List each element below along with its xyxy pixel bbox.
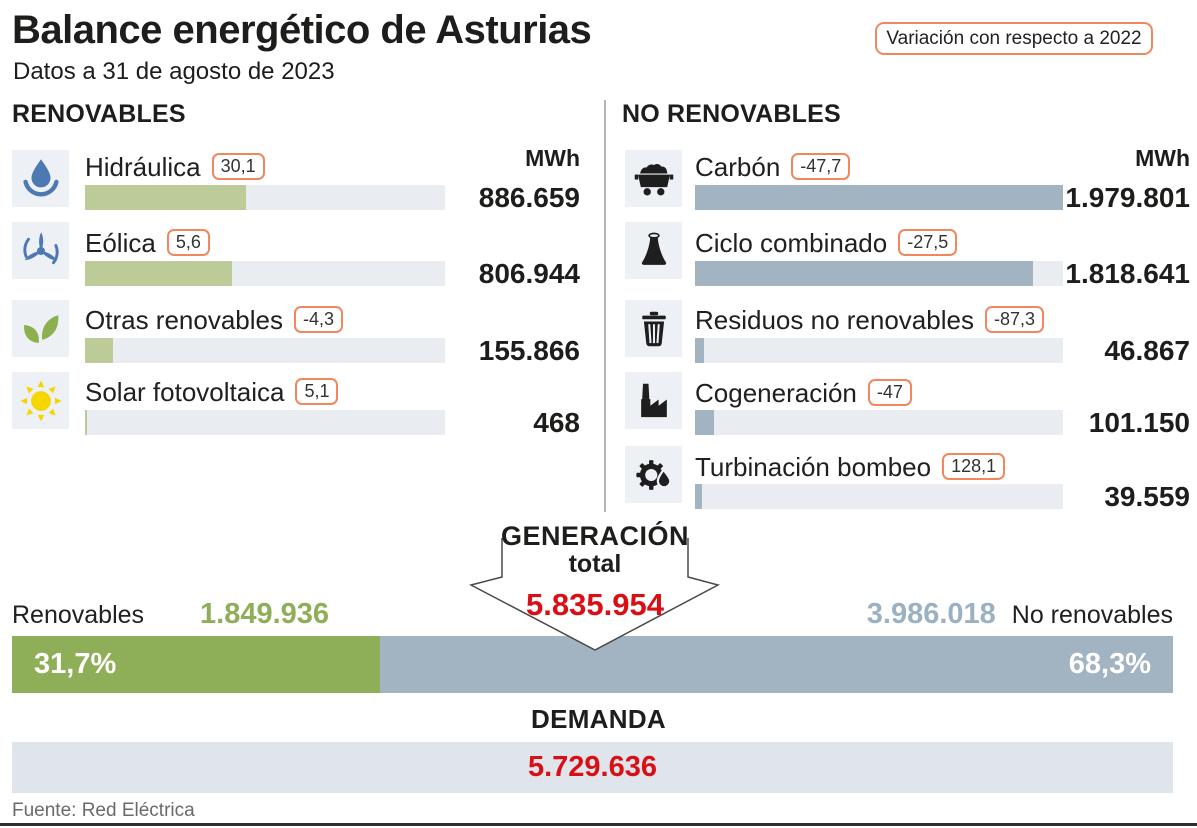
source-note: Fuente: Red Eléctrica bbox=[12, 800, 195, 821]
demand-value: 5.729.636 bbox=[527, 751, 657, 783]
unit-label-left: MWh bbox=[525, 145, 580, 171]
variation-note-text: Variación con respecto a 2022 bbox=[886, 27, 1142, 49]
energy-row-label-line bbox=[85, 377, 338, 407]
leaves-icon bbox=[12, 300, 69, 357]
generation-total-value: 5.835.954 bbox=[526, 587, 664, 622]
energy-source-label: Cogeneración bbox=[695, 377, 857, 408]
energy-row-label-line bbox=[695, 305, 1044, 335]
bar-fill bbox=[695, 261, 1033, 286]
energy-source-label: Solar fotovoltaica bbox=[85, 376, 285, 407]
variation-badge: -27,5 bbox=[898, 229, 957, 256]
energy-source-label: Turbinación bombeo bbox=[695, 451, 932, 482]
energy-row-label-line bbox=[85, 152, 265, 182]
energy-source-label: Otras renovables bbox=[85, 304, 283, 335]
variation-badge: -4,3 bbox=[294, 306, 343, 333]
trash-icon bbox=[625, 300, 682, 357]
unit-label-right: MWh bbox=[1135, 145, 1190, 171]
energy-row-label-line bbox=[85, 228, 210, 258]
energy-source-label: Carbón bbox=[695, 151, 781, 182]
energy-value: 1.979.801 bbox=[1065, 182, 1190, 213]
cooling-tower-icon bbox=[625, 222, 682, 279]
bar-track bbox=[695, 484, 1063, 509]
bar-track bbox=[85, 410, 445, 435]
bar-fill bbox=[695, 338, 704, 363]
bar-fill bbox=[85, 185, 246, 210]
page-title: Balance energético de Asturias bbox=[12, 8, 592, 52]
bar-fill bbox=[695, 410, 714, 435]
bar-fill bbox=[695, 484, 702, 509]
energy-value: 101.150 bbox=[1088, 407, 1190, 438]
totals-left-label: Renovables bbox=[12, 601, 145, 629]
demand-bar bbox=[12, 742, 1173, 793]
bar-track bbox=[85, 261, 445, 286]
energy-source-label: Hidráulica bbox=[85, 151, 201, 182]
page-subtitle: Datos a 31 de agosto de 2023 bbox=[13, 58, 335, 85]
variation-badge: -47,7 bbox=[791, 153, 850, 180]
energy-value: 155.866 bbox=[478, 335, 580, 366]
totals-left-group bbox=[12, 598, 329, 631]
energy-source-label: Residuos no renovables bbox=[695, 304, 974, 335]
energy-value: 806.944 bbox=[478, 258, 580, 289]
variation-badge: 5,1 bbox=[295, 378, 338, 405]
energy-row-label-line bbox=[695, 152, 850, 182]
energy-row-label-line bbox=[695, 378, 912, 408]
coal-cart-icon bbox=[625, 150, 682, 207]
bar-track bbox=[695, 261, 1063, 286]
totals-right-group bbox=[867, 598, 1173, 631]
bar-fill bbox=[695, 185, 1063, 210]
variation-note-badge bbox=[875, 22, 1153, 55]
totals-right-value: 3.986.018 bbox=[866, 598, 996, 630]
section-header-renovables: RENOVABLES bbox=[12, 100, 186, 128]
bar-fill bbox=[85, 338, 113, 363]
energy-value: 39.559 bbox=[1104, 481, 1190, 512]
variation-badge: -87,3 bbox=[985, 306, 1044, 333]
gear-drop-icon bbox=[625, 446, 682, 503]
generation-title: GENERACIÓN bbox=[500, 521, 689, 551]
factory-icon bbox=[625, 372, 682, 429]
energy-value: 46.867 bbox=[1104, 335, 1190, 366]
generation-subtitle: total bbox=[568, 550, 622, 578]
variation-badge: -47 bbox=[868, 379, 912, 406]
energy-value: 1.818.641 bbox=[1065, 258, 1190, 289]
water-drop-icon bbox=[12, 150, 69, 207]
share-pct-no-renewables: 68,3% bbox=[1068, 648, 1151, 680]
variation-badge: 5,6 bbox=[167, 229, 210, 256]
demand-title: DEMANDA bbox=[531, 704, 666, 734]
energy-row-label-line bbox=[695, 228, 957, 258]
energy-value: 886.659 bbox=[478, 182, 580, 213]
energy-source-label: Ciclo combinado bbox=[695, 227, 888, 258]
energy-value: 468 bbox=[533, 407, 580, 438]
bottom-rule bbox=[0, 823, 1197, 826]
variation-badge: 30,1 bbox=[212, 153, 265, 180]
energy-row-label-line bbox=[695, 452, 1005, 482]
share-pct-renewables: 31,7% bbox=[34, 648, 117, 680]
section-header-no-renovables: NO RENOVABLES bbox=[622, 100, 841, 128]
bar-track bbox=[695, 338, 1063, 363]
bar-track bbox=[695, 185, 1063, 210]
column-divider bbox=[604, 100, 606, 512]
variation-badge: 128,1 bbox=[942, 453, 1005, 480]
bar-track bbox=[85, 185, 445, 210]
energy-source-label: Eólica bbox=[85, 227, 156, 258]
totals-right-label: No renovables bbox=[1011, 601, 1173, 629]
energy-row-label-line bbox=[85, 305, 343, 335]
totals-left-value: 1.849.936 bbox=[200, 598, 330, 630]
bar-fill bbox=[85, 261, 232, 286]
share-segment-renewables bbox=[12, 636, 380, 693]
bar-track bbox=[695, 410, 1063, 435]
sun-icon bbox=[12, 372, 69, 429]
bar-fill bbox=[85, 410, 87, 435]
wind-turbine-icon bbox=[12, 222, 69, 279]
bar-track bbox=[85, 338, 445, 363]
